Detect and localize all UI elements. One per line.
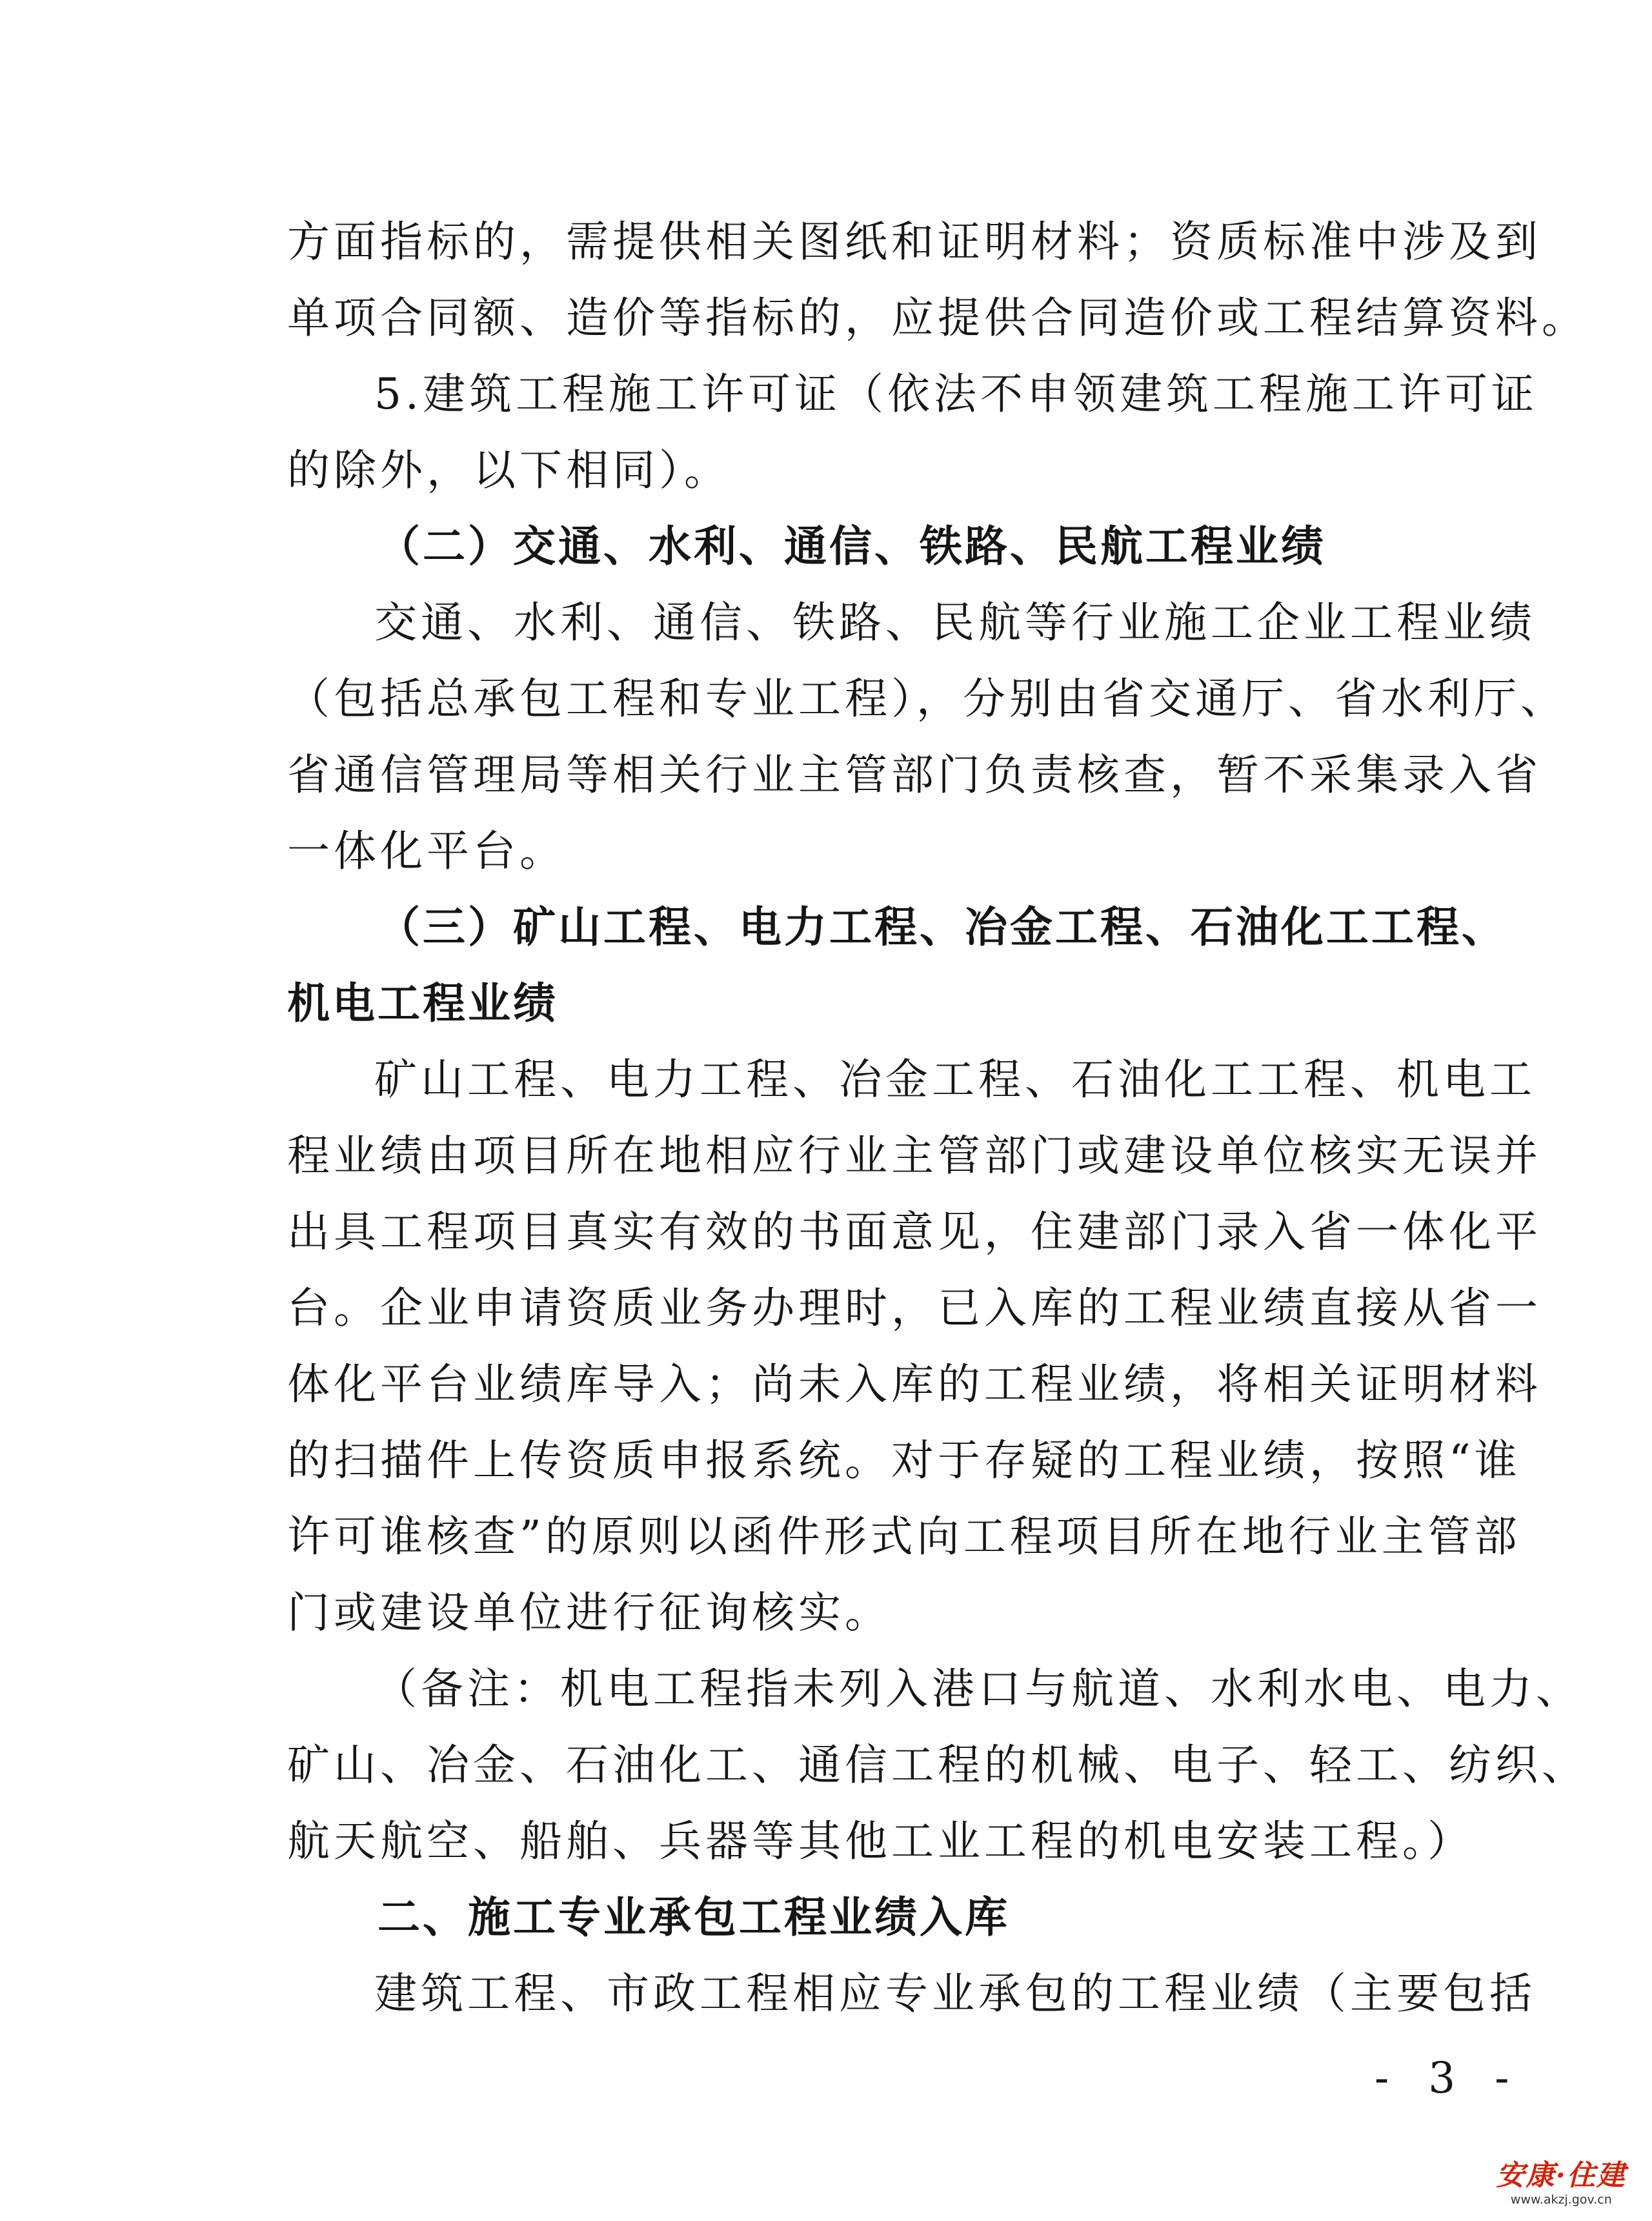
paragraph-line: 省通信管理局等相关行业主管部门负责核查，暂不采集录入省	[287, 750, 1542, 800]
paragraph-line: 门或建设单位进行征询核实。	[287, 1588, 891, 1638]
item-5-line: 5.建筑工程施工许可证（依法不申领建筑工程施工许可证	[374, 369, 1538, 419]
paragraph-line: 矿山工程、电力工程、冶金工程、石油化工工程、机电工	[374, 1055, 1536, 1104]
paragraph-line: 方面指标的，需提供相关图纸和证明材料；资质标准中涉及到	[287, 217, 1542, 267]
paragraph-line: 体化平台业绩库导入；尚未入库的工程业绩，将相关证明材料	[287, 1359, 1542, 1409]
watermark	[1496, 2159, 1626, 2207]
section-heading-3: （三）矿山工程、电力工程、冶金工程、石油化工工程、	[378, 902, 1507, 952]
section-heading-2: （二）交通、水利、通信、铁路、民航工程业绩	[378, 522, 1326, 571]
paragraph-line: 程业绩由项目所在地相应行业主管部门或建设单位核实无误并	[287, 1131, 1542, 1181]
watermark-logo: 安康·住建	[1496, 2159, 1626, 2192]
paragraph-line: 的扫描件上传资质申报系统。对于存疑的工程业绩，按照“谁	[287, 1435, 1521, 1485]
note-line: （备注：机电工程指未列入港口与航道、水利水电、电力、	[374, 1664, 1582, 1714]
paragraph-line: （包括总承包工程和专业工程），分别由省交通厅、省水利厅、	[287, 674, 1567, 724]
note-line: 航天航空、船舶、兵器等其他工业工程的机电安装工程。）	[287, 1816, 1474, 1866]
note-line: 矿山、冶金、石油化工、通信工程的机械、电子、轻工、纺织、	[287, 1740, 1588, 1790]
paragraph-line: 建筑工程、市政工程相应专业承包的工程业绩（主要包括	[374, 1969, 1536, 2018]
paragraph-line: 出具工程项目真实有效的书面意见，住建部门录入省一体化平	[287, 1207, 1542, 1257]
section-heading-two: 二、施工专业承包工程业绩入库	[378, 1892, 1010, 1942]
paragraph-line: 单项合同额、造价等指标的，应提供合同造价或工程结算资料。	[287, 293, 1588, 343]
paragraph-line: 台。企业申请资质业务办理时，已入库的工程业绩直接从省一	[287, 1283, 1542, 1333]
paragraph-line: 许可谁核查”的原则以函件形式向工程项目所在地行业主管部	[287, 1512, 1521, 1561]
watermark-url: www.akzj.gov.cn	[1510, 2193, 1612, 2207]
paragraph-line: 交通、水利、通信、铁路、民航等行业施工企业工程业绩	[374, 598, 1536, 647]
page-number: - 3 -	[1375, 2053, 1522, 2103]
paragraph-line: 一体化平台。	[287, 826, 566, 876]
section-heading-3: 机电工程业绩	[287, 979, 558, 1028]
item-5-line: 的除外，以下相同）。	[287, 445, 730, 495]
